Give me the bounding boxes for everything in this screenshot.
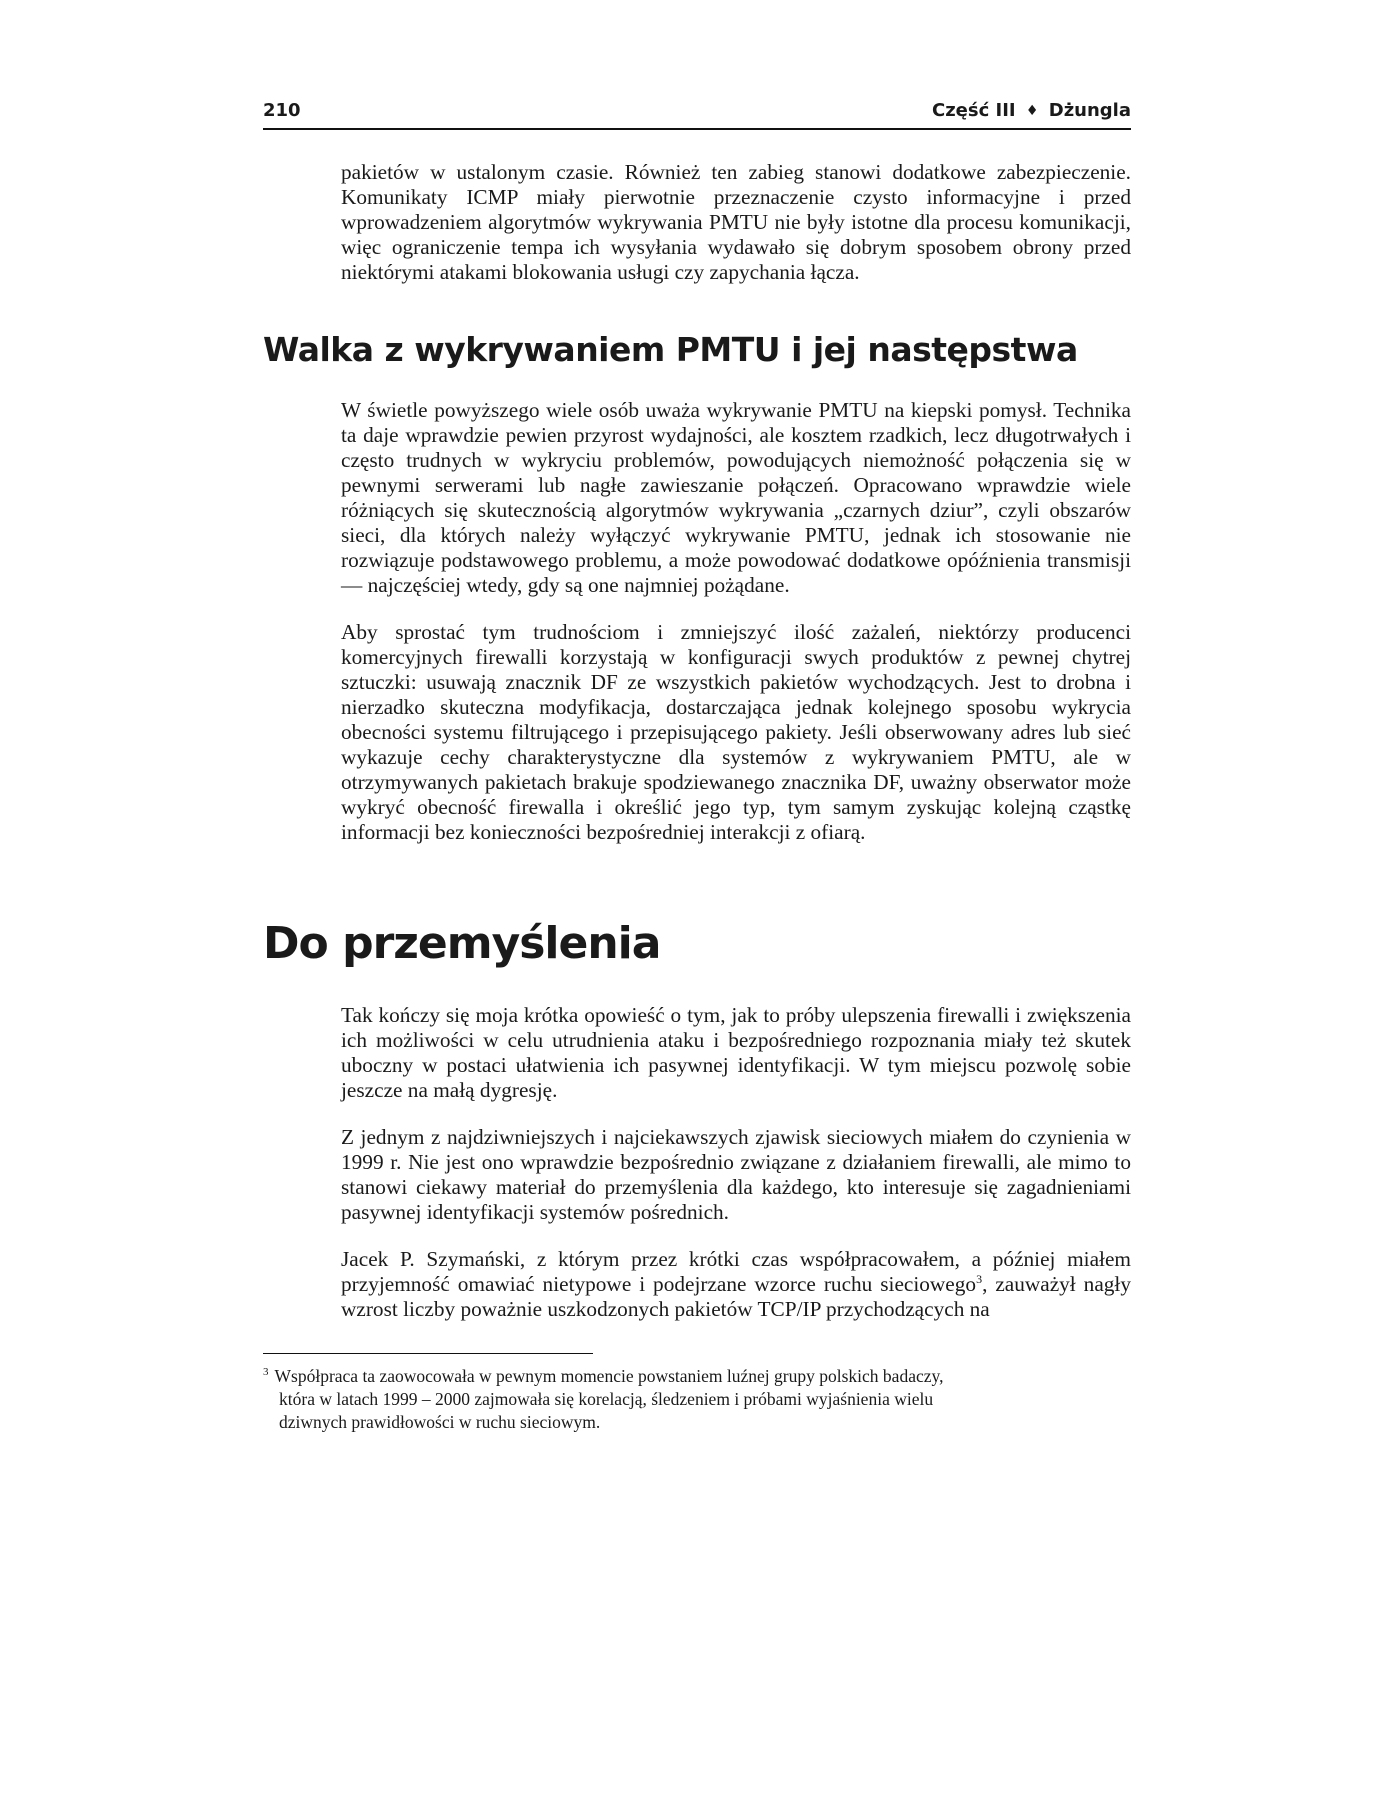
section-heading-pmtu: Walka z wykrywaniem PMTU i jej następstwa	[263, 330, 1078, 369]
paragraph: Aby sprostać tym trudnościom i zmniejszyć ilość zażaleń, niektórzy producenci komercyjnych firewalli korzystają w konfiguracji swych produktów z pewnej chytrej sztuczki: usuwają znacznik DF ze wszystkich pakietów wychodzących. Jest to drobna i nierzadko skuteczna modyfikacja, dostarczająca jednak kolejnego sposobu wykrycia obecności systemu filtrującego i przepisującego pakiety. Jeśli obserwowany adres lub sieć wykazuje cechy charakterystyczne dla systemów z wykrywaniem PMTU, ale w otrzymywanych pakietach brakuje spodziewanego znacznika DF, uważny obserwator może wykryć obecność firewalla i określić jego typ, tym samym zyskując kolejną cząstkę informacji bez konieczności bezpośredniej interakcji z ofiarą.	[341, 620, 1131, 844]
paragraph-text: Jacek P. Szymański, z którym przez krótki czas współpracowałem, a później miałem przyjemność omawiać nietypowe i podejrzane wzorce ruchu sieciowego	[341, 1247, 1131, 1296]
paragraph: Z jednym z najdziwniejszych i najciekawszych zjawisk sieciowych miałem do czynienia w 1999 r. Nie jest ono wprawdzie bezpośrednio związane z działaniem firewalli, ale mimo to stanowi ciekawy materiał do przemyślenia dla każdego, kto interesuje się zagadnieniami pasywnej identyfikacji systemów pośrednich.	[341, 1125, 1131, 1224]
footnote-number: 3	[263, 1366, 269, 1378]
chapter-heading-do-przemyslenia: Do przemyślenia	[263, 918, 661, 969]
part-label: Część III	[931, 100, 1016, 121]
footnote	[263, 1361, 1123, 1434]
section-pmtu-text	[341, 398, 1131, 867]
chapter-label: Dżungla	[1048, 100, 1131, 121]
footnote-divider	[263, 1353, 593, 1354]
page-number: 210	[263, 100, 301, 121]
intro-text	[341, 160, 1131, 307]
paragraph: Tak kończy się moja krótka opowieść o tym, jak to próby ulepszenia firewalli i zwiększenia ich możliwości w celu utrudnienia ataku i bezpośredniego rozpoznania miały też skutek uboczny w postaci ułatwienia ich pasywnej identyfikacji. W tym miejscu pozwolę sobie jeszcze na małą dygresję.	[341, 1003, 1131, 1102]
section-reflection-text	[341, 1003, 1131, 1344]
running-header	[263, 98, 1131, 130]
paragraph: W świetle powyższego wiele osób uważa wykrywanie PMTU na kiepski pomysł. Technika ta daje wprawdzie pewien przyrost wydajności, ale kosztem rzadkich, lecz długotrwałych i często trudnych w wykryciu problemów, powodujących niemożność połączenia się w pewnymi serwerami lub nagłe zawieszanie połączeń. Opracowano wprawdzie wiele różniących się skutecznością algorytmów wykrywania „czarnych dziur”, czyli obszarów sieci, dla których należy wyłączyć wykrywanie PMTU, jednak ich stosowanie nie rozwiązuje podstawowego problemu, a może powodować dodatkowe opóźnienia transmisji — najczęściej wtedy, gdy są one najmniej pożądane.	[341, 398, 1131, 597]
diamond-separator-icon: ♦	[1025, 103, 1039, 119]
footnote-reference[interactable]: 3	[976, 1271, 983, 1286]
footnote-line: $^3$ Współpraca ta zaowocowała w pewnym momencie powstaniem luźnej grupy polskich badaczy,	[263, 1366, 944, 1386]
footnote-line: dziwnych prawidłowości w ruchu sieciowym.	[279, 1412, 601, 1432]
running-title	[932, 100, 1131, 121]
paragraph-text: , zauważył nagły wzrost liczby poważnie uszkodzonych pakietów TCP/IP przychodzących na	[341, 1272, 1131, 1321]
footnote-line: która w latach 1999 – 2000 zajmowała się korelacją, śledzeniem i próbami wyjaśnienia wielu	[279, 1389, 934, 1409]
paragraph: pakietów w ustalonym czasie. Również ten zabieg stanowi dodatkowe zabezpieczenie. Komunikaty ICMP miały pierwotnie przeznaczenie czysto informacyjne i przed wprowadzeniem algorytmów wykrywania PMTU nie były istotne dla procesu komunikacji, więc ograniczenie tempa ich wysyłania wydawało się dobrym sposobem obrony przed niektórymi atakami blokowania usługi czy zapychania łącza.	[341, 160, 1131, 284]
paragraph	[341, 1247, 1131, 1322]
